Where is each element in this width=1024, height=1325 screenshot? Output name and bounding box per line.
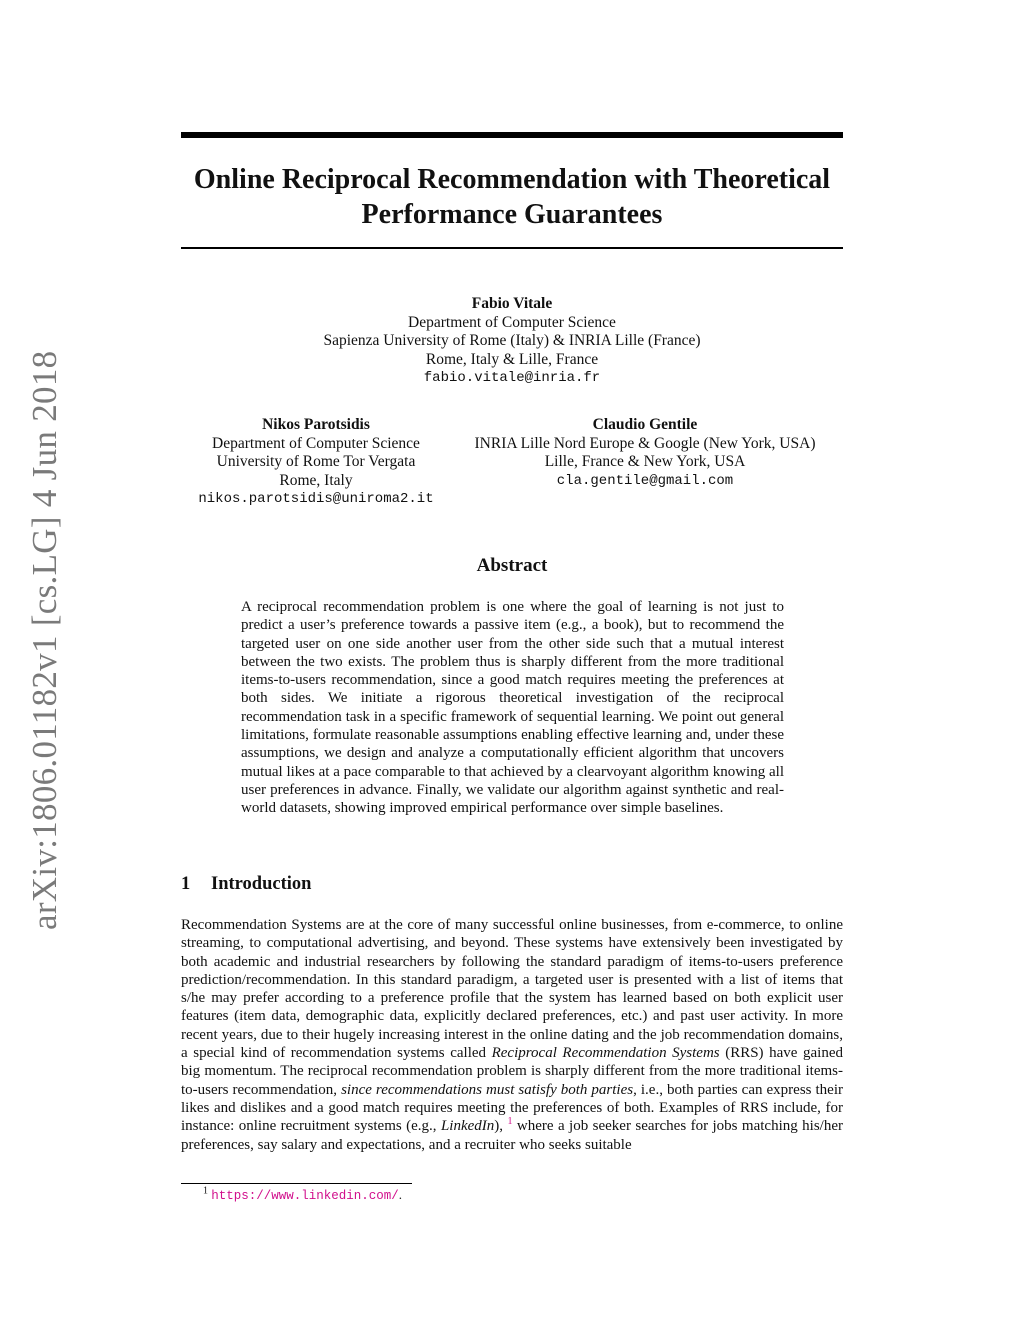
footnote-trailing: . [398,1187,403,1202]
footnote [203,1187,402,1204]
introduction-paragraph [181,916,843,1154]
author-block-vitale [262,295,762,388]
footnote-reference-link[interactable]: 1 [507,1116,513,1128]
section-heading-introduction [181,873,311,895]
author-affiliation: Department of Computer Science [212,434,420,452]
author-name: Fabio Vitale [471,295,553,312]
author-block-gentile [445,416,845,490]
author-name: Nikos Parotsidis [262,416,370,433]
author-affiliation: Department of Computer Science [408,313,616,331]
intro-text-part: Recommendation Systems are at the core of many successful online businesses, from e-commerce, to online streaming, to computational advertising, and beyond. These systems have extensively been investigated by both academic and industrial researchers by following the standard paradigm of items-to-users preference prediction/recommendation. In this standard paradigm, a targeted user is presented with a list of items that s/he may prefer according to a preference profile that the system has learned based on both explicit user features (item data, demographic data, explicitly declared preferences, etc.) and past user activity. In more recent years, due to their hugely increasing interest in the online dating and the job recommendation domains, a special kind of recommendation systems called [181,917,843,1062]
section-number: 1 [181,874,191,894]
arxiv-identifier-stamp: arXiv:1806.01182v1 [cs.LG] 4 Jun 2018 [25,350,64,930]
author-affiliation: University of Rome Tor Vergata [216,453,416,470]
intro-linkedin-term: LinkedIn [440,1118,495,1135]
intro-text-part: (RRS) have gained big momentum. The reciprocal recommendation problem is sharply different from the more traditional items-to-users recommendation, [181,1045,844,1098]
intro-rrs-term: Reciprocal Recommendation Systems [491,1045,720,1062]
title-line-1: Online Reciprocal Recommendation with Theoretical [193,164,831,195]
author-block-parotsidis [181,416,451,509]
author-affiliation: Lille, France & New York, USA [544,453,746,470]
abstract-text: A reciprocal recommendation problem is one where the goal of learning is not just to predict a user’s preference towards a passive item (e.g., a book), but to recommend the targeted user on one side another user from the other side such that a mutual interest between the two exists. The problem thus is sharply different from the more traditional items-to-users recommendation, since a good match requires meeting the preferences at both sides. We initiate a rigorous theoretical investigation of the reciprocal recommendation task in a specific framework of sequential learning. We point out general limitations, formulate reasonable assumptions enabling effective learning and, under these assumptions, we design and analyze a computationally efficient algorithm that uncovers mutual likes at a pace comparable to that achieved by a clearvoyant algorithm knowing all user preferences in advance. Finally, we validate our algorithm against synthetic and real-world datasets, showing improved empirical performance over simple baselines. [241,599,784,817]
author-email: cla.gentile@gmail.com [556,472,734,489]
paper-title [181,162,843,232]
footnote-url-link[interactable]: https://www.linkedin.com/ [211,1189,399,1203]
author-name: Claudio Gentile [592,416,698,433]
author-affiliation: Rome, Italy & Lille, France [425,350,599,368]
intro-emphasis: since recommendations must satisfy both parties [341,1081,634,1098]
title-line-2: Performance Guarantees [361,199,663,230]
author-affiliation: Sapienza University of Rome (Italy) & INRIA Lille (France) [323,332,701,349]
title-top-rule [181,132,843,138]
author-email: nikos.parotsidis@uniroma2.it [198,491,434,507]
author-affiliation: INRIA Lille Nord Europe & Google (New York, USA) [474,434,816,452]
intro-text-part: ), [494,1118,508,1135]
title-bottom-rule [181,247,843,249]
footnote-rule [181,1183,412,1184]
section-title: Introduction [211,874,312,894]
footnote-mark: 1 [203,1185,208,1197]
abstract-heading: Abstract [476,555,548,576]
author-affiliation: Rome, Italy [279,471,353,489]
intro-text-part: , i.e., both parties can express their likes and dislikes and a good match requires meeting the preferences of both. Examples of RRS include, for instance: online recruitment systems (e.g., [181,1081,843,1135]
author-email: fabio.vitale@inria.fr [423,370,601,386]
intro-text-part: where a job seeker searches for jobs matching his/her preferences, say salary and expectations, and a recruiter who seeks suitable [181,1118,843,1153]
